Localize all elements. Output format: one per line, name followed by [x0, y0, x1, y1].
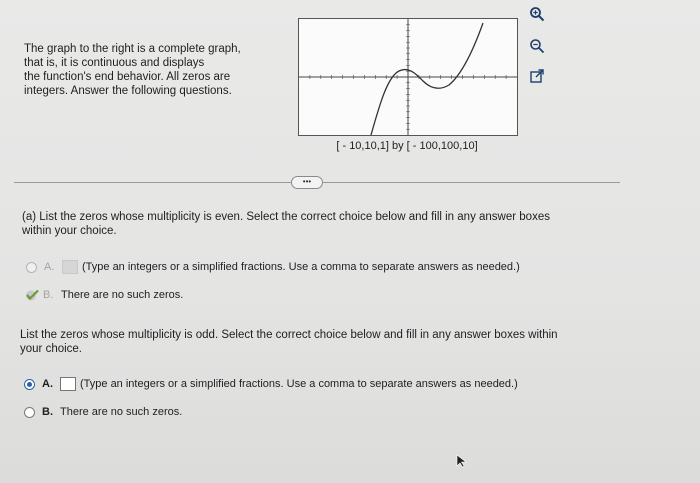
zoom-out-icon [529, 38, 545, 54]
part-a-choice-b[interactable] [24, 289, 183, 301]
intro-line-2: that is, it is continuous and displays [24, 57, 205, 69]
part-b-choice-b[interactable] [24, 406, 182, 418]
mouse-cursor-icon [456, 454, 468, 468]
part-b-prompt-line-1: List the zeros whose multiplicity is odd. Select the correct choice below and fill in any answer boxes within [20, 329, 558, 341]
function-graph [298, 18, 518, 136]
intro-line-1: The graph to the right is a complete graph, [24, 43, 241, 55]
part-b-choice-b-text: There are no such zeros. [60, 406, 183, 418]
problem-intro [24, 42, 274, 98]
part-a-prompt-line-1: (a) List the zeros whose multiplicity is even. Select the correct choice below and fill in any answer boxes [22, 211, 550, 223]
part-b-choice-a-text: (Type an integers or a simplified fractions. Use a comma to separate answers as needed.) [80, 378, 518, 390]
part-b-choice-a-radio[interactable] [24, 379, 35, 390]
part-a-choice-a-letter: A. [44, 261, 55, 273]
intro-line-3: the function's end behavior. All zeros are [24, 71, 231, 83]
part-a-choice-a[interactable] [26, 260, 520, 274]
part-b-answer-box[interactable] [60, 377, 76, 391]
part-b-choice-b-radio[interactable] [24, 407, 35, 418]
popout-button[interactable] [527, 66, 547, 86]
part-b-choice-a-letter: A. [42, 378, 53, 390]
zoom-in-button[interactable] [527, 4, 547, 24]
part-b-prompt [20, 328, 610, 356]
part-a-answer-box[interactable] [62, 260, 78, 274]
part-a-prompt-line-2: within your choice. [22, 225, 117, 237]
part-b-prompt-line-2: your choice. [20, 343, 83, 355]
graph-canvas [299, 19, 517, 135]
zoom-out-button[interactable] [527, 36, 547, 56]
zoom-in-icon [529, 6, 545, 22]
part-a-choice-b-text: There are no such zeros. [61, 289, 184, 301]
intro-line-4: integers. Answer the following questions. [24, 85, 232, 97]
function-curve [371, 23, 483, 135]
part-b-choice-a[interactable] [24, 377, 518, 391]
viewing-window-label: [ - 10,10,1] by [ - 100,100,10] [336, 140, 478, 152]
part-a-choice-b-letter: B. [43, 289, 54, 301]
more-options-button[interactable]: ••• [291, 176, 323, 189]
external-link-icon [529, 68, 545, 84]
part-a-choice-a-radio[interactable] [26, 262, 37, 273]
part-b-choice-b-letter: B. [42, 406, 53, 418]
part-a-choice-a-text: (Type an integers or a simplified fractions. Use a comma to separate answers as needed.) [82, 261, 520, 273]
part-a-prompt [22, 210, 612, 238]
correct-check-icon [24, 289, 40, 301]
